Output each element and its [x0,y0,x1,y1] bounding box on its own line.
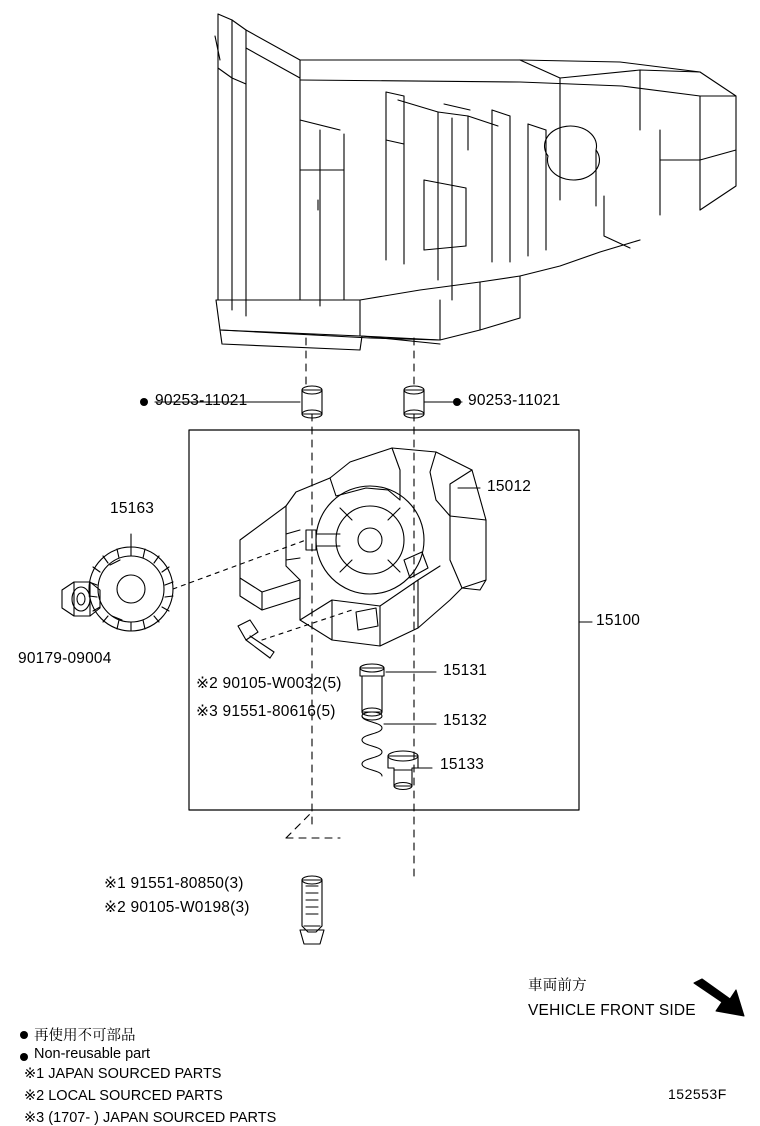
legend-note-2: ※2 LOCAL SOURCED PARTS [24,1088,223,1104]
sprocket-artwork [89,547,173,631]
bullet-non-reusable-en [20,1053,28,1061]
dowel-pins-artwork [302,386,424,418]
callout-pump-body: 15012 [487,478,532,495]
diagram-code: 152553F [668,1086,727,1102]
callout-nut-right: 90253-11021 [468,392,561,409]
callout-sprocket: 15163 [110,500,155,517]
long-bolt-artwork [300,876,324,944]
legend-note-3: ※3 (1707- ) JAPAN SOURCED PARTS [24,1110,277,1126]
callout-bolt-c: ※1 91551-80850(3) [104,875,244,892]
callout-relief-valve: 15131 [443,662,488,679]
legend-non-reusable-en: Non-reusable part [34,1046,151,1062]
alignment-dashed-lines [286,338,414,878]
legend-note-1: ※1 JAPAN SOURCED PARTS [24,1066,222,1082]
oil-pump-body-artwork [240,448,486,646]
callout-bolt-b: ※3 91551-80616(5) [196,703,336,720]
vehicle-front-side-jp: 車両前方 [528,978,587,994]
bullet-nut-left [140,398,148,406]
sprocket-nut-artwork [62,582,100,616]
engine-front-assembly-artwork [215,14,736,350]
callout-bolt-a: ※2 90105-W0032(5) [196,675,342,692]
front-direction-arrow [694,979,744,1016]
callout-valve-plug: 15133 [440,756,485,773]
bullet-non-reusable-jp [20,1031,28,1039]
callout-bolt-d: ※2 90105-W0198(3) [104,899,250,916]
valve-spring-artwork [362,712,382,776]
callout-sprocket-nut: 90179-09004 [18,650,112,667]
small-bolt-artwork [238,620,274,658]
relief-valve-artwork [360,664,384,716]
callout-assembly: 15100 [596,612,641,629]
callout-valve-spring: 15132 [443,712,488,729]
bolt-leader-line [262,610,352,640]
legend-non-reusable-jp: 再使用不可部品 [34,1028,136,1044]
bullet-nut-right [453,398,461,406]
vehicle-front-side-en: VEHICLE FRONT SIDE [528,1002,696,1019]
callout-nut-left: 90253-11021 [155,392,248,409]
